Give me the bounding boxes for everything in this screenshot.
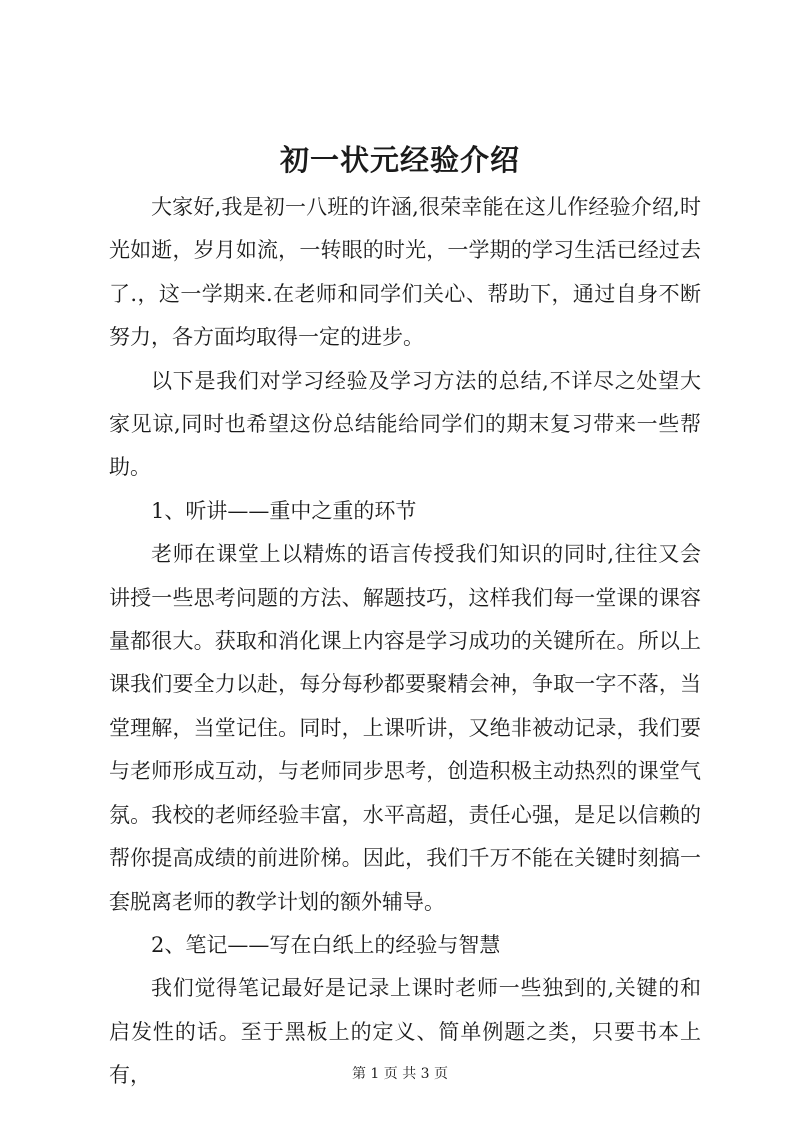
section-text-notes: 我们觉得笔记最好是记录上课时老师一些独到的,关键的和启发性的话。至于黑板上的定义、简单例题之类，只要书本上有， bbox=[109, 976, 701, 1088]
page-number-footer: 第 1 页 共 3 页 bbox=[351, 1066, 449, 1082]
section-heading-listening: 1、听讲——重中之重的环节 bbox=[151, 498, 417, 523]
intro-paragraph: 大家好,我是初一八班的许涵,很荣幸能在这儿作经验介绍,时光如逝，岁月如流，一转眼的时光，一学期的学习生活已经过去了.，这一学期来.在老师和同学们关心、帮助下，通过自身不断努力，各方面均取得一定的进步。 bbox=[109, 195, 701, 350]
section-text-listening: 老师在课堂上以精炼的语言传授我们知识的同时,往往又会讲授一些思考问题的方法、解题技巧，这样我们每一堂课的课容量都很大。获取和消化课上内容是学习成功的关键所在。所以上课我们要全力以赴，每分每秒都要聚精会神，争取一字不落，当堂理解，当堂记住。同时，上课听讲，又绝非被动记录，我们要与老师形成互动，与老师同步思考，创造积极主动热烈的课堂气氛。我校的老师经验丰富，水平高超，责任心强，是足以信赖的帮你提高成绩的前进阶梯。因此，我们千万不能在关键时刻搞一套脱离老师的教学计划的额外辅导。 bbox=[109, 542, 701, 914]
section-heading-notes: 2、笔记——写在白纸上的经验与智慧 bbox=[151, 932, 501, 957]
document-title: 初一状元经验介绍 bbox=[279, 143, 520, 177]
document-body bbox=[109, 186, 701, 1098]
summary-paragraph: 以下是我们对学习经验及学习方法的总结,不详尽之处望大家见谅,同时也希望这份总结能给同学们的期末复习带来一些帮助。 bbox=[109, 368, 701, 480]
